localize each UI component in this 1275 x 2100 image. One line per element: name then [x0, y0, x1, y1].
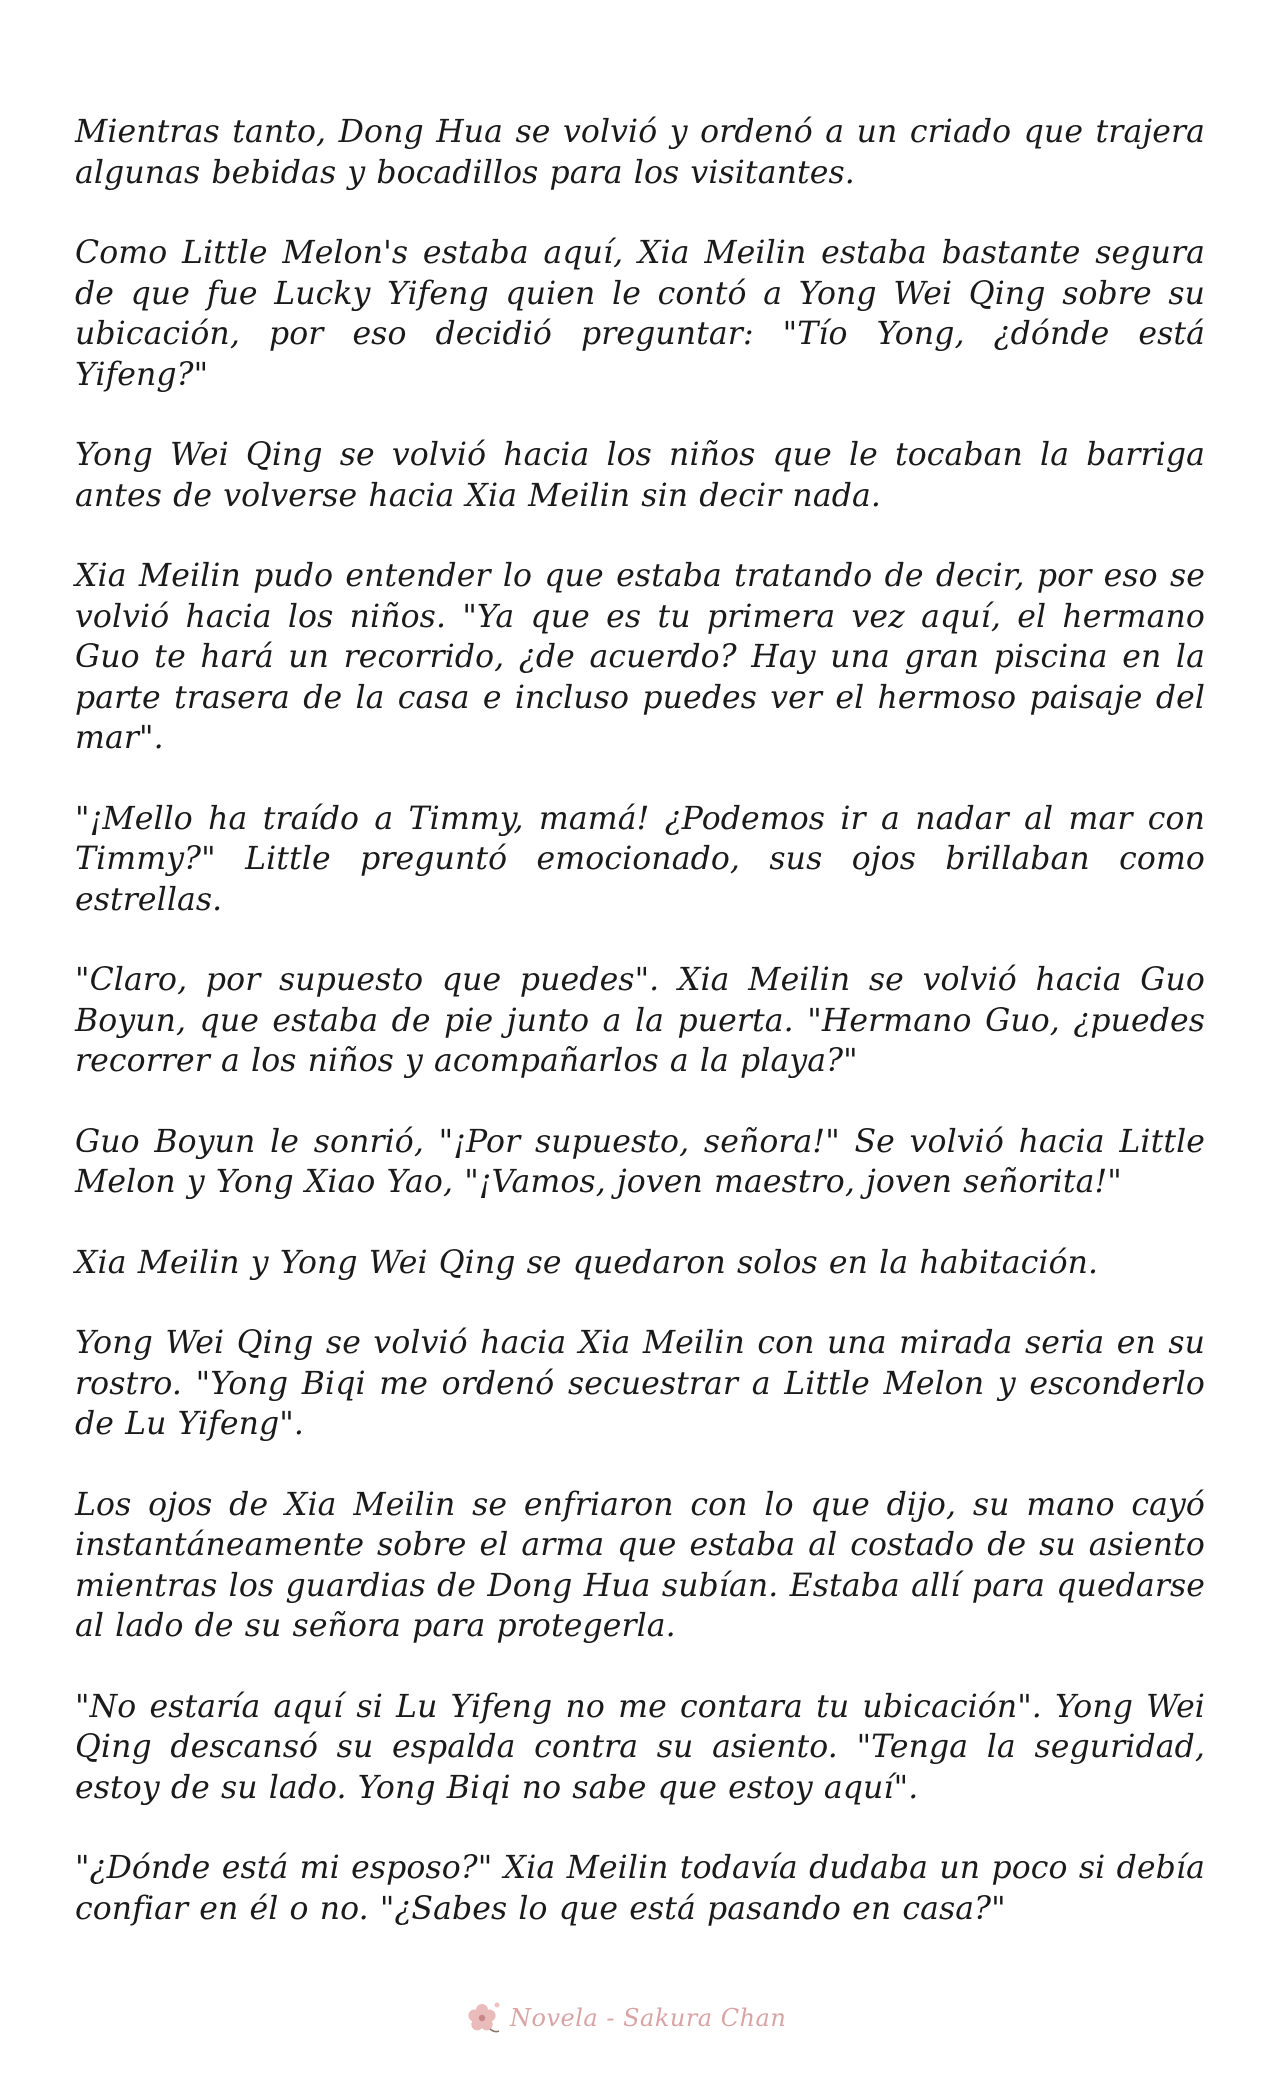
paragraph-1: Mientras tanto, Dong Hua se volvió y ordenó a un criado que trajera algunas bebidas y bocadillos para los visitantes. — [75, 114, 1205, 191]
cherry-blossom-icon — [460, 1996, 504, 2040]
paragraph-9: Yong Wei Qing se volvió hacia Xia Meilin con una mirada seria en su rostro. "Yong Biqi me ordenó secuestrar a Little Melon y esconderlo de Lu Yifeng". — [75, 1325, 1205, 1442]
watermark — [460, 1993, 840, 2043]
story-text — [75, 112, 1205, 1969]
paragraph-8: Xia Meilin y Yong Wei Qing se quedaron solos en la habitación. — [75, 1244, 1099, 1281]
paragraph-7: Guo Boyun le sonrió, "¡Por supuesto, señora!" Se volvió hacia Little Melon y Yong Xiao Yao, "¡Vamos, joven maestro, joven señorita!" — [75, 1123, 1205, 1200]
watermark-text: Novela - Sakura Chan — [510, 2004, 787, 2032]
paragraph-12: "¿Dónde está mi esposo?" Xia Meilin todavía dudaba un poco si debía confiar en él o no. "¿Sabes lo que está pasando en casa?" — [75, 1850, 1205, 1927]
paragraph-11: "No estaría aquí si Lu Yifeng no me contara tu ubicación". Yong Wei Qing descansó su espalda contra su asiento. "Tenga la seguridad, estoy de su lado. Yong Biqi no sabe que estoy aquí". — [75, 1688, 1205, 1806]
paragraph-5: "¡Mello ha traído a Timmy, mamá! ¿Podemos ir a nadar al mar con Timmy?" Little preguntó emocionado, sus ojos brillaban como estrellas. — [75, 800, 1205, 918]
paragraph-10: Los ojos de Xia Meilin se enfriaron con lo que dijo, su mano cayó instantáneamente sobre el arma que estaba al costado de su asiento mientras los guardias de Dong Hua subían. Estaba allí para quedarse al lado de su señora para protegerla. — [75, 1486, 1205, 1644]
paragraph-6: "Claro, por supuesto que puedes". Xia Meilin se volvió hacia Guo Boyun, que estaba de pie junto a la puerta. "Hermano Guo, ¿puedes recorrer a los niños y acompañarlos a la playa?" — [75, 962, 1205, 1079]
paragraph-3: Yong Wei Qing se volvió hacia los niños que le tocaban la barriga antes de volverse hacia Xia Meilin sin decir nada. — [75, 437, 1205, 514]
paragraph-2: Como Little Melon's estaba aquí, Xia Meilin estaba bastante segura de que fue Lucky Yifeng quien le contó a Yong Wei Qing sobre su ubicación, por eso decidió preguntar: "Tío Yong, ¿dónde está Yifeng?" — [75, 235, 1205, 393]
paragraph-4: Xia Meilin pudo entender lo que estaba tratando de decir, por eso se volvió hacia los niños. "Ya que es tu primera vez aquí, el hermano Guo te hará un recorrido, ¿de acuerdo? Hay una gran piscina en la parte trasera de la casa e incluso puedes ver el hermoso paisaje del mar". — [75, 558, 1205, 756]
